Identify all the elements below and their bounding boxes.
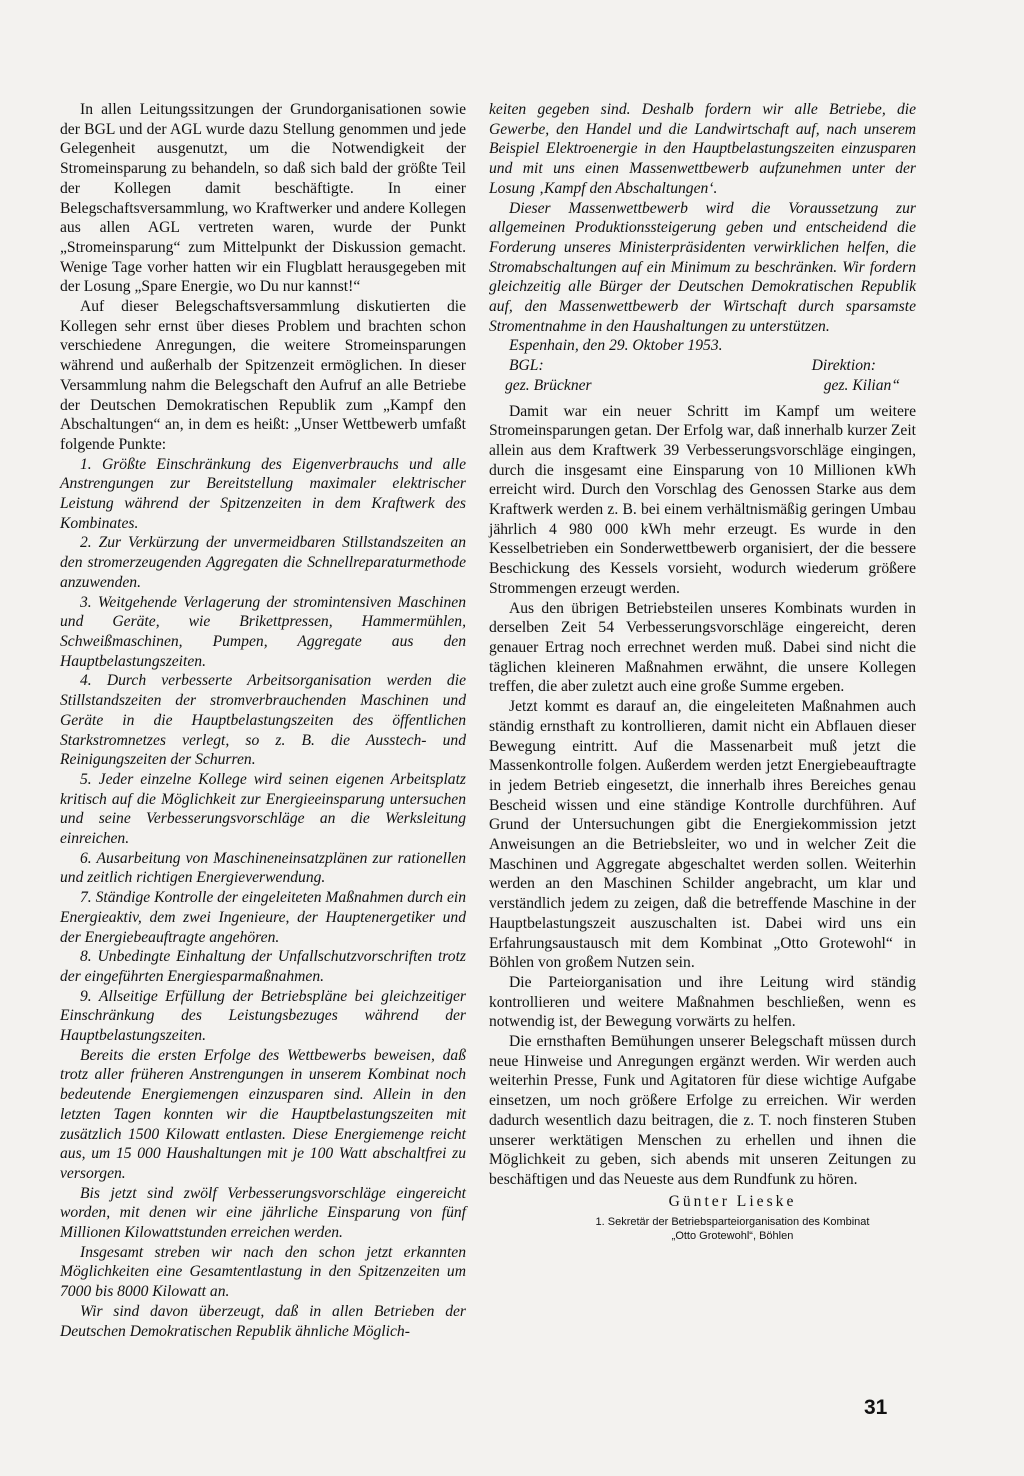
signature-name-left: gez. Brückner xyxy=(505,376,592,394)
paragraph: Aus den übrigen Betriebsteilen unseres Kombinats wurden in derselben Zeit 54 Verbesserungsvorschläge eingereicht, deren genauer Ertrag noch errechnet werden muß. Dabei sind nicht die täglichen kleineren Maßnahmen erwähnt, die unsere Kollegen treffen, die aber zuletzt auch eine große Summe ergeben. xyxy=(489,599,916,696)
author-title-line: 1. Sekretär der Betriebsparteiorganisation des Kombinat xyxy=(595,1216,870,1229)
author-name: Günter Lieske xyxy=(668,1192,797,1210)
signature-org-right: Direktion: xyxy=(811,357,876,375)
signature-name-right: gez. Kilian“ xyxy=(823,376,900,394)
list-item: 9. Allseitige Erfüllung der Betriebspläne bei gleichzeitiger Einschränkung des Leistungsbezuges während der Hauptbelastungszeiten. xyxy=(60,987,466,1045)
list-item: 3. Weitgehende Verlagerung der stromintensiven Maschinen und Geräte, wie Brikettpressen, Hammermühlen, Schweißmaschinen, Pumpen, Aggregate aus den Hauptbelastungszeiten. xyxy=(60,593,466,670)
paragraph: Die ernsthaften Bemühungen unserer Belegschaft müssen durch neue Hinweise und Anregungen ergänzt werden. Wir werden auch weiterhin Presse, Funk und Agitatoren für diese wichtige Aufgabe einsetzen, um noch größere Erfolge zu erreichen. Wir werden dadurch wesentlich dazu beitragen, die z. T. noch finsteren Stuben unserer werktätigen Menschen zu erhellen und ihnen die Möglichkeit zu geben, sich abends mit unseren Zeitungen zu beschäftigen und das Neueste aus dem Rundfunk zu hören. xyxy=(489,1033,916,1188)
paragraph: Bereits die ersten Erfolge des Wettbewerbs beweisen, daß trotz aller früheren Anstrengungen in unserem Kombinat noch bedeutende Energiemengen einzusparen sind. Allein in den letzten Tagen konnten wir die Hauptbelastungszeiten mit zusätzlich 1500 Kilowatt entlasten. Diese Energiemenge reicht aus, um 15 000 Haushaltungen mit je 100 Watt abschaltfrei zu versorgen. xyxy=(60,1046,466,1182)
signature-names xyxy=(489,376,916,396)
list-item: 1. Größte Einschränkung des Eigenverbrauchs und alle Anstrengungen zur Bereitstellung maximaler elektrischer Leistung während der Spitzenzeiten in dem Kraftwerk des Kombinates. xyxy=(60,455,466,532)
paragraph: Bis jetzt sind zwölf Verbesserungsvorschläge eingereicht worden, mit denen wir eine jährliche Einsparung von fünf Millionen Kilowattstunden erreichen werden. xyxy=(60,1184,466,1242)
paragraph: In allen Leitungssitzungen der Grundorganisationen sowie der BGL und der AGL wurde dazu Stellung genommen und jede Gelegenheit ausgenutzt, um die Notwendigkeit der Stromeinsparung zu behandeln, so daß sich bald der größte Teil der Kollegen damit beschäftigte. In einer Belegschaftsversammlung, wo Kraftwerker und andere Kollegen aus allen AGL vertreten waren, wurde der Punkt „Stromeinsparung“ zum Mittelpunkt der Diskussion gemacht. Wenige Tage vorher hatten wir ein Flugblatt herausgegeben mit der Losung „Spare Energie, wo Du nur kannst!“ xyxy=(60,101,466,296)
author-title xyxy=(549,1215,916,1243)
right-column xyxy=(489,100,916,1243)
list-item: 5. Jeder einzelne Kollege wird seinen eigenen Arbeitsplatz kritisch auf die Möglichkeit zur Energieeinsparung untersuchen und seine Verbesserungsvorschläge an die Werksleitung einreichen. xyxy=(60,770,466,848)
list-item: 8. Unbedingte Einhaltung der Unfallschutzvorschriften trotz der eingeführten Energiesparmaßnahmen. xyxy=(60,948,466,985)
list-item: 7. Ständige Kontrolle der eingeleiteten Maßnahmen durch ein Energieaktiv, dem zwei Ingenieure, der Hauptenergetiker und der Energiebeauftragte angehören. xyxy=(60,889,467,946)
author-title-line: „Otto Grotewohl“, Böhlen xyxy=(671,1230,794,1243)
paragraph: keiten gegeben sind. Deshalb fordern wir alle Betriebe, die Gewerbe, den Handel und die Landwirtschaft auf, nach unserem Beispiel Elektroenergie in den Hauptbelastungszeiten einzusparen und mit uns einen Massenwettbewerb aufzunehmen unter der Losung ‚Kampf den Abschaltungen‘. xyxy=(489,101,916,197)
paragraph: Damit war ein neuer Schritt im Kampf um weitere Stromeinsparungen getan. Der Erfolg war, daß innerhalb kurzer Zeit allein aus dem Kraftwerk 39 Verbesserungsvorschläge eingingen, durch die insgesamt eine Einsparung von 10 Millionen kWh erreicht wird. Durch den Vorschlag des Genossen Starke aus dem Kraftwerk werden z. B. bei einem verhältnismäßig geringen Umbau jährlich 4 980 000 kWh mehr erzeugt. Es wurde in den Kesselbetrieben ein Sonderwettbewerb organisiert, der die bessere Beschickung des Kessels vorsieht, wodurch wiederum größere Strommengen erzeugt werden. xyxy=(489,402,916,597)
paragraph: Insgesamt streben wir nach den schon jetzt erkannten Möglichkeiten eine Gesamtentlastung in den Spitzenzeiten um 7000 bis 8000 Kilowatt an. xyxy=(60,1243,466,1301)
paragraph: Auf dieser Belegschaftsversammlung diskutierten die Kollegen sehr ernst über dieses Problem und brachten schon verschiedene Anregungen, die weitere Stromeinsparungen während und außerhalb der Spitzenzeit ermöglichen. In dieser Versammlung nahm die Belegschaft den Aufruf an alle Betriebe der Deutschen Demokratischen Republik zum „Kampf den Abschaltungen“ an, in dem es heißt: „Unser Wettbewerb umfaßt folgende Punkte: xyxy=(60,298,466,453)
list-item: 4. Durch verbesserte Arbeitsorganisation werden die Stillstandszeiten der stromverbrauchenden Maschinen und Geräte in die Hauptbelastungszeiten des öffentlichen Starkstromnetzes verlegt, so z. B. die Ausstech- und Reinigungszeiten der Schurren. xyxy=(60,672,466,769)
paragraph: Wir sind davon überzeugt, daß in allen Betrieben der Deutschen Demokratischen Republik ähnliche Möglich- xyxy=(60,1302,466,1340)
place-date: Espenhain, den 29. Oktober 1953. xyxy=(509,337,723,355)
page-number: 31 xyxy=(864,1396,888,1419)
paragraph: Dieser Massenwettbewerb wird die Voraussetzung zur allgemeinen Produktionssteigerung geben und entscheidend die Forderung unseres Ministerpräsidenten verwirklichen helfen, die Stromabschaltungen auf ein Minimum zu beschränken. Wir fordern gleichzeitig alle Bürger der Deutschen Demokratischen Republik auf, den Massenwettbewerb der Wirtschaft durch sparsamste Stromentnahme in den Haushaltungen zu unterstützen. xyxy=(489,199,916,335)
signature-org-left: BGL: xyxy=(509,357,544,375)
paragraph: Jetzt kommt es darauf an, die eingeleiteten Maßnahmen auch ständig ernsthaft zu kontrollieren, damit nicht ein Abflauen dieser Bewegung eintritt. Auf die Massenarbeit muß jetzt die Massenkontrolle folgen. Außerdem werden jetzt Energiebeauftragte in jedem Betrieb eingesetzt, die innerhalb ihres Bereiches genau Bescheid wissen und eine ständige Kontrolle durchführen. Auf Grund der Untersuchungen gibt die Energiekommission jetzt Anweisungen an die Betriebsleiter, wo und in welcher Zeit die Maschinen und Aggregate abgeschaltet werden sollen. Weiterhin werden an den Maschinen Schilder angebracht, um klar und verständlich jedem zu zeigen, daß die betreffende Maschine in der Hauptbelastungszeit auszuschalten ist. Dabei wird uns ein Erfahrungsaustausch mit dem Kombinat „Otto Grotewohl“ in Böhlen von großem Nutzen sein. xyxy=(489,698,916,972)
left-column xyxy=(60,100,466,1341)
paragraph: Die Parteiorganisation und ihre Leitung wird ständig kontrollieren und weitere Maßnahmen beschließen, wenn es notwendig ist, der Bewegung vorwärts zu helfen. xyxy=(489,973,916,1031)
signature-orgs xyxy=(489,356,916,376)
list-item: 2. Zur Verkürzung der unvermeidbaren Stillstandszeiten an den stromerzeugenden Aggregaten die Schnellreparaturmethode anzuwenden. xyxy=(60,534,466,591)
list-item: 6. Ausarbeitung von Maschineneinsatzplänen zur rationellen und zeitlich richtigen Energieverwendung. xyxy=(60,849,466,887)
